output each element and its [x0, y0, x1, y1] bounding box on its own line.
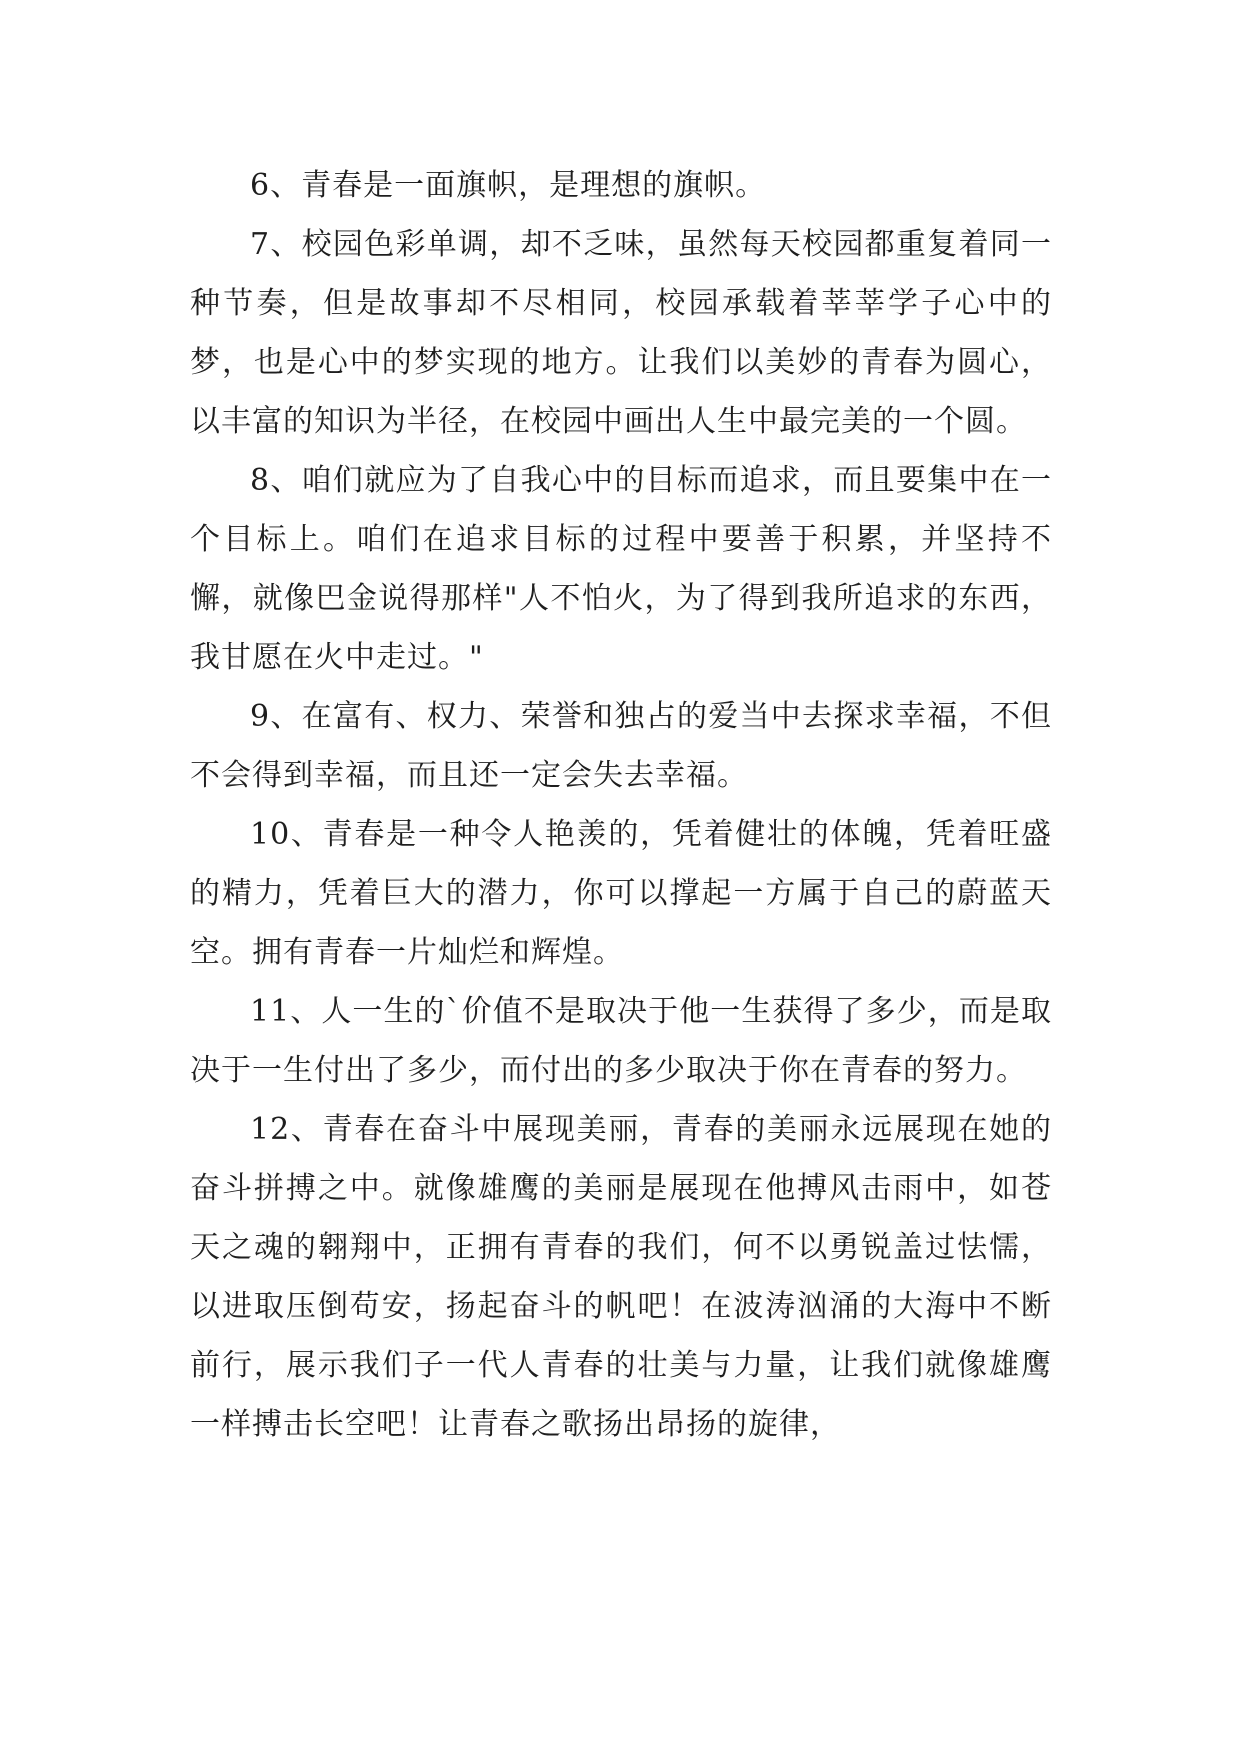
- paragraph-10: 10、青春是一种令人艳羡的，凭着健壮的体魄，凭着旺盛的精力，凭着巨大的潜力，你可以撑起一方属于自己的蔚蓝天空。拥有青春一片灿烂和辉煌。: [190, 817, 1052, 970]
- paragraph-6: 6、青春是一面旗帜，是理想的旗帜。: [250, 168, 767, 203]
- paragraph-11: 11、人一生的`价值不是取决于他一生获得了多少，而是取决于一生付出了多少，而付出的多少取决于你在青春的努力。: [190, 994, 1052, 1088]
- paragraph-12: 12、青春在奋斗中展现美丽，青春的美丽永远展现在她的奋斗拼搏之中。就像雄鹰的美丽是展现在他搏风击雨中，如苍天之魂的翱翔中，正拥有青春的我们，何不以勇锐盖过怯懦，以进取压倒苟安，扬起奋斗的帆吧！在波涛汹涌的大海中不断前行，展示我们子一代人青春的壮美与力量，让我们就像雄鹰一样搏击长空吧！让青春之歌扬出昂扬的旋律，: [190, 1112, 1052, 1442]
- paragraph-7: 7、校园色彩单调，却不乏味，虽然每天校园都重复着同一种节奏，但是故事却不尽相同，校园承载着莘莘学子心中的梦，也是心中的梦实现的地方。让我们以美妙的青春为圆心，以丰富的知识为半径，在校园中画出人生中最完美的一个圆。: [190, 227, 1052, 439]
- paragraph-9: 9、在富有、权力、荣誉和独占的爱当中去探求幸福，不但不会得到幸福，而且还一定会失去幸福。: [190, 699, 1052, 793]
- paragraph-8: 8、咱们就应为了自我心中的目标而追求，而且要集中在一个目标上。咱们在追求目标的过程中要善于积累，并坚持不懈，就像巴金说得那样"人不怕火，为了得到我所追求的东西，我甘愿在火中走过。": [190, 463, 1052, 675]
- document-body: [190, 156, 1052, 1454]
